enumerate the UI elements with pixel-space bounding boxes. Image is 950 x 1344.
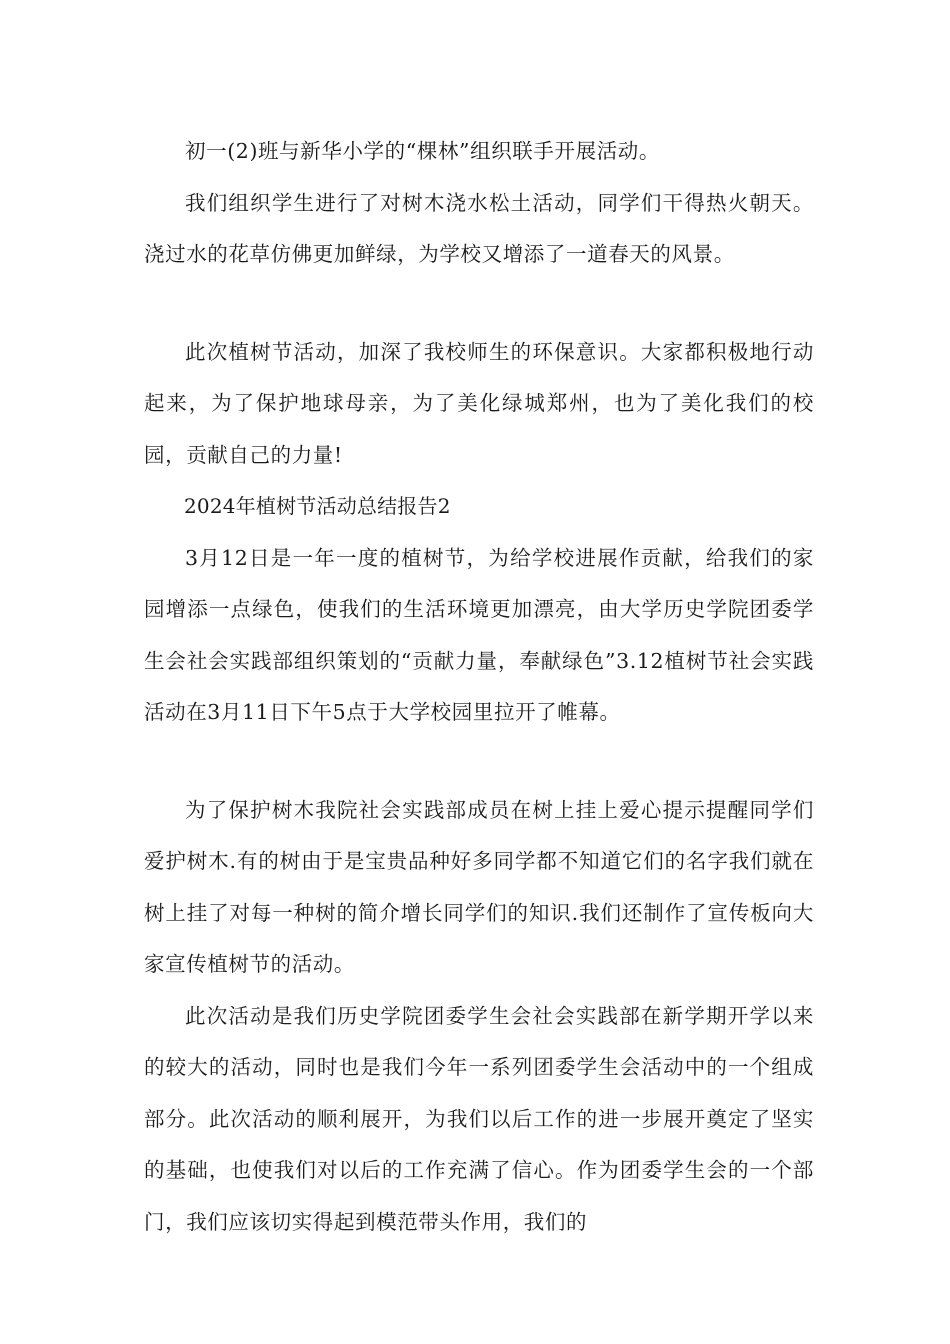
paragraph-1: 初一(2)班与新华小学的“棵林”组织联手开展活动。 xyxy=(185,139,660,163)
paragraph-spacer xyxy=(144,281,814,327)
section-heading: 2024年植树节活动总结报告2 xyxy=(184,494,451,518)
paragraph-4: 3月12日是一年一度的植树节，为给学校进展作贡献，给我们的家园增添一点绿色，使我们的生活环境更加漂亮，由大学历史学院团委学生会社会实践部组织策划的“贡献力量，奉献绿色”3.12植树节社会实践活动在3月11日下午5点于大学校园里拉开了帷幕。 xyxy=(144,545,814,724)
paragraph-spacer xyxy=(144,739,814,785)
paragraph-3: 此次植树节活动，加深了我校师生的环保意识。大家都积极地行动起来，为了保护地球母亲，为了美化绿城郑州，也为了美化我们的校园，贡献自己的力量! xyxy=(144,339,814,467)
paragraph-2: 我们组织学生进行了对树木浇水松土活动，同学们干得热火朝天。浇过水的花草仿佛更加鲜绿，为学校又增添了一道春天的风景。 xyxy=(144,190,814,266)
document-body xyxy=(144,126,814,1248)
paragraph-6: 此次活动是我们历史学院团委学生会社会实践部在新学期开学以来的较大的活动，同时也是我们今年一系列团委学生会活动中的一个组成部分。此次活动的顺利展开，为我们以后工作的进一步展开奠定了坚实的基础，也使我们对以后的工作充满了信心。作为团委学生会的一个部门，我们应该切实得起到模范带头作用，我们的 xyxy=(144,1003,814,1234)
paragraph-5: 为了保护树木我院社会实践部成员在树上挂上爱心提示提醒同学们爱护树木.有的树由于是宝贵品种好多同学都不知道它们的名字我们就在树上挂了对每一种树的简介增长同学们的知识.我们还制作了宣传板向大家宣传植树节的活动。 xyxy=(144,797,814,976)
